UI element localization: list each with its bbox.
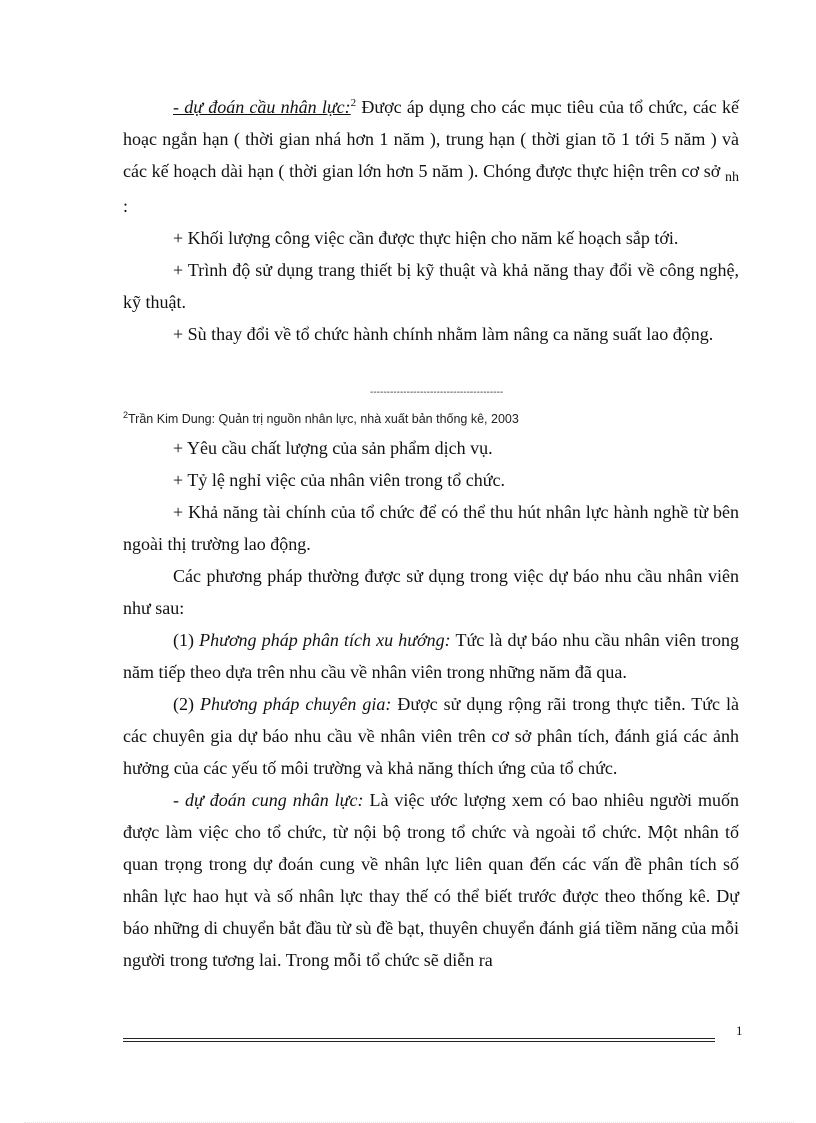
bullet-technology: + Trình độ sử dụng trang thiết bị kỹ thuật và khả năng thay đổi về công nghệ, kỹ thuật. xyxy=(123,260,739,312)
bullet-quality: + Yêu cầu chất lượng của sản phẩm dịch vụ. xyxy=(173,438,493,458)
demand-forecast-colon: : xyxy=(123,196,129,216)
paragraph-demand-forecast xyxy=(123,91,739,222)
supply-forecast-text: Là việc ước lượng xem có bao nhiêu người muốn được làm việc cho tổ chức, từ nội bộ trong tổ chức và ngoài tổ chức. Một nhân tố quan trọng trong dự đoán cung về nhân lực liên quan đến các vấn đề phân tích số nhân lực hao hụt và số nhân lực thay thế có thể biết trước được theo thống kê. Dự báo những di chuyển bắt đầu từ sù đề bạt, thuyên chuyển đánh giá tiềm năng của mỗi người trong tương lai. Trong mỗi tổ chức sẽ diễn ra xyxy=(123,790,739,970)
expert-method-label: Phương pháp chuyên gia: xyxy=(200,694,392,714)
trend-method-number: (1) xyxy=(173,630,200,650)
stray-small-text: nh xyxy=(725,170,739,185)
bullet-turnover: + Tỷ lệ nghỉ việc của nhân viên trong tổ chức. xyxy=(173,470,505,490)
demand-forecast-heading: - dự đoán cầu nhân lực: xyxy=(173,97,351,117)
bullet-workload: + Khối lượng công việc cần được thực hiện cho năm kế hoạch sắp tới. xyxy=(173,228,679,248)
bullet-organization-change: + Sù thay đổi về tổ chức hành chính nhằm làm nâng ca năng suất lao động. xyxy=(173,324,714,344)
trend-method-text: Tức là dự báo nhu cầu nhân viên trong năm tiếp theo dựa trên nhu cầu về nhân viên trong những năm đã qua. xyxy=(123,630,739,682)
trend-method-label: Phương pháp phân tích xu hướng: xyxy=(199,630,451,650)
page-number: 1 xyxy=(736,1023,743,1038)
expert-method-text: Được sử dụng rộng rãi trong thực tiễn. Tức là các chuyên gia dự báo nhu cầu về nhân viên trên cơ sở phân tích, đánh giá các ảnh hưởng của các yếu tố môi trường và khả năng thích ứng của tổ chức. xyxy=(123,694,740,778)
footnote-separator: ---------------------------------------- xyxy=(370,387,504,398)
demand-forecast-text: Được áp dụng cho các mục tiêu của tổ chức, các kế hoạc ngắn hạn ( thời gian nhá hơn 1 năm ), trung hạn ( thời gian tõ 1 tới 5 năm ) và các kế hoạch dài hạn ( thời gian lớn hơn 5 năm ). Chóng được thực hiện trên cơ sở xyxy=(123,97,739,181)
paragraph-methods-intro: Các phương pháp thường được sử dụng trong việc dự báo nhu cầu nhân viên như sau: xyxy=(123,566,739,618)
footnote xyxy=(123,410,519,426)
main-text-block xyxy=(123,432,739,976)
footer-rule-bottom xyxy=(123,1041,715,1042)
expert-method-number: (2) xyxy=(173,694,200,714)
paragraph-expert-method xyxy=(123,688,739,784)
bullet-finance: + Khả năng tài chính của tổ chức để có thể thu hút nhân lực hành nghề từ bên ngoài thị trường lao động. xyxy=(123,502,739,554)
footnote-mark: 2 xyxy=(123,410,129,420)
supply-forecast-heading: - dự đoán cung nhân lực: xyxy=(173,790,364,810)
footnote-reference[interactable]: 2 xyxy=(350,97,357,109)
footnote-text: Trần Kim Dung: Quản trị nguồn nhân lực, nhà xuất bản thống kê, 2003 xyxy=(128,412,519,427)
paragraph-trend-method xyxy=(123,624,739,688)
top-text-block xyxy=(123,91,739,350)
paragraph-supply-forecast xyxy=(123,784,739,976)
footer-rule-top xyxy=(123,1038,715,1039)
